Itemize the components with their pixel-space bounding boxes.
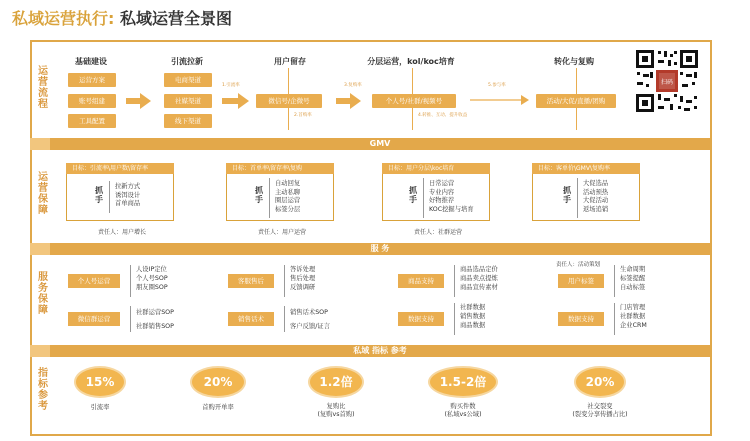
svc-items-8 [620, 303, 647, 330]
flow-arrow-1 [126, 92, 152, 110]
svc-item: 客户反馈/证言 [290, 323, 330, 330]
label-ops-guarantee: 运 营 保 障 [38, 172, 48, 216]
metric-label-2: 首购开单率 [202, 404, 234, 411]
goal-zhua-1: 抓 手 [95, 186, 103, 204]
metric-label-4 [428, 403, 498, 419]
goal-item: 大促活动 [583, 197, 609, 204]
svc-item: 社群数据 [460, 304, 486, 311]
goal-item: KOC挖掘与培育 [429, 205, 474, 213]
flow-btn-ops-plan[interactable]: 运营方案 [68, 73, 116, 87]
svc-item: 门店管理 [620, 304, 646, 311]
svc-item: 社群数据 [620, 313, 646, 320]
flow-note-2: 2.首购率 [294, 113, 312, 118]
svc-item: 标签提醒 [620, 275, 646, 282]
flow-head-1: 基础建设 [75, 57, 107, 66]
goal-item: 专业内容 [429, 188, 455, 196]
metric-label-5-text: 社交裂变 (裂变分享传播占比) [572, 403, 628, 418]
svc-item: 个人号SOP [136, 275, 168, 282]
svc-bracket-7 [454, 303, 455, 335]
goal-owner-1: 责任人：用户增长 [98, 229, 147, 236]
svc-item: 生命周期 [620, 266, 646, 273]
svc-bracket-3 [454, 265, 455, 297]
flow-note-4: 4.转推、互动、提升收益 [418, 113, 468, 118]
svc-item: 人设IP定位 [136, 266, 167, 273]
svc-btn-user-tags[interactable]: 用户标签 [558, 274, 604, 288]
goal-item: 自动回复 [275, 180, 301, 187]
svc-items-2 [290, 265, 315, 292]
svc-items-3 [460, 265, 498, 292]
sep-1 [30, 138, 50, 150]
svc-items-4 [620, 265, 645, 292]
goal-items-1 [115, 183, 140, 209]
flow-vline-5b [576, 108, 577, 130]
flow-head-4: 分层运营，kol/koc培育 [367, 57, 455, 66]
goal-items-4 [583, 180, 608, 214]
flow-btn-campaign-live-group[interactable]: 活动/大促/直播/团购 [536, 94, 616, 108]
flow-note-3: 3.复购率 [344, 83, 362, 88]
goal-item: 诱饵设计 [115, 191, 141, 199]
metric-ellipse-5: 20% [574, 366, 626, 398]
flow-btn-ecom-channel[interactable]: 电商渠道 [164, 73, 212, 87]
goal-head-3: 目标：用户分层\koc培育 [382, 163, 490, 174]
goal-item: 标签分层 [275, 205, 301, 213]
goal-item: 主动私聊 [275, 188, 301, 196]
svc-item: 反馈调研 [290, 284, 316, 291]
svc-items-6 [290, 306, 330, 334]
metric-label-5 [560, 403, 640, 419]
svc-item: 售后处理 [290, 275, 316, 282]
flow-vline-4a [412, 68, 413, 94]
flow-arrow-3 [336, 92, 362, 110]
goal-item: 好物推荐 [429, 197, 455, 204]
goal-item: 首单商品 [115, 200, 141, 207]
flow-vline-3b [288, 108, 289, 130]
flow-vline-3a [288, 68, 289, 94]
flow-head-3: 用户留存 [274, 57, 306, 66]
svc-item: 销售数据 [460, 313, 486, 320]
band-metrics: 私域 指标 参考 [50, 345, 710, 357]
svc-bracket-2 [284, 265, 285, 297]
svc-item: 自动标签 [620, 284, 646, 291]
qr-code [634, 48, 700, 114]
svc-items-5 [136, 306, 174, 334]
svc-btn-customer-service[interactable]: 客服售后 [228, 274, 274, 288]
flow-btn-wechat[interactable]: 微信号/企微号 [256, 94, 322, 108]
metric-label-4-text: 购买件数 (私域vs公域) [444, 403, 482, 418]
svc-btn-data-support-2[interactable]: 数据支持 [558, 312, 604, 326]
flow-head-5: 转化与复购 [554, 57, 594, 66]
goal-zhua-4: 抓 手 [563, 186, 571, 204]
svc-item: 商品选品定价 [460, 266, 498, 273]
goal-bracket-2 [269, 178, 270, 218]
svc-items-7 [460, 303, 485, 330]
goal-head-4: 目标：客单价\GMV\复购率 [532, 163, 640, 174]
flow-arrow-4 [470, 94, 530, 106]
goal-items-3 [429, 180, 474, 214]
goal-head-2: 目标：首单率\留存率\复购 [226, 163, 334, 174]
flow-vline-5a [576, 68, 577, 94]
goal-owner-2: 责任人：用户运营 [258, 229, 307, 236]
metric-ellipse-4: 1.5-2倍 [428, 366, 498, 398]
sep-3 [30, 345, 50, 357]
flow-btn-personal-community-video[interactable]: 个人号/社群/视频号 [372, 94, 456, 108]
svc-item: 社群销售SOP [136, 323, 174, 330]
flow-btn-tool-config[interactable]: 工具配置 [68, 114, 116, 128]
metric-ellipse-1: 15% [74, 366, 126, 398]
svc-bracket-5 [130, 306, 131, 332]
svc-note-4: 责任人：活动策划 [556, 262, 601, 268]
label-service-guarantee: 服 务 保 障 [38, 272, 48, 316]
svc-btn-data-support-1[interactable]: 数据支持 [398, 312, 444, 326]
label-metrics-ref: 指 标 参 考 [38, 368, 48, 412]
flow-btn-account-setup[interactable]: 账号组建 [68, 94, 116, 108]
svc-item: 社群运营SOP [136, 309, 174, 316]
label-ops-flow: 运 营 流 程 [38, 66, 48, 110]
goal-item: 圈层运营 [275, 197, 301, 204]
goal-item: 活动预热 [583, 188, 609, 196]
flow-arrow-2 [222, 92, 250, 110]
sep-2 [30, 243, 50, 255]
svc-bracket-1 [130, 265, 131, 297]
goal-zhua-2: 抓 手 [255, 186, 263, 204]
goal-bracket-3 [423, 178, 424, 218]
svc-item: 销售话术SOP [290, 309, 328, 316]
flow-head-2: 引流拉新 [171, 57, 203, 66]
goal-bracket-4 [577, 178, 578, 218]
qr-center-label: 扫码 [660, 79, 673, 86]
goal-zhua-3: 抓 手 [409, 186, 417, 204]
svc-item: 答诉处理 [290, 266, 316, 273]
svc-item: 商品卖点提炼 [460, 275, 498, 282]
svc-btn-personal-account[interactable]: 个人号运营 [68, 274, 120, 288]
title-main: 私域运营全景图 [119, 9, 232, 28]
page-title [12, 6, 232, 29]
metric-ellipse-2: 20% [190, 366, 246, 398]
flow-vline-4b [412, 108, 413, 130]
band-gmv: GMV [50, 138, 710, 150]
flow-btn-social-channel[interactable]: 社媒渠道 [164, 94, 212, 108]
svc-item: 商品数据 [460, 322, 486, 329]
goal-owner-3: 责任人：社群运营 [414, 229, 463, 236]
goal-items-2 [275, 180, 300, 214]
goal-item: 日常运营 [429, 180, 455, 187]
metric-ellipse-3: 1.2倍 [308, 366, 364, 398]
svc-bracket-8 [614, 303, 615, 335]
goal-item: 返场追销 [583, 205, 609, 213]
metric-label-3-text: 复购比 (复购vs首购) [317, 403, 355, 418]
svc-items-1 [136, 265, 168, 292]
flow-note-5: 5.参与率 [488, 83, 506, 88]
flow-note-1: 1.引流率 [222, 83, 240, 88]
title-prefix: 私域运营执行: [12, 9, 115, 28]
svc-bracket-4 [614, 265, 615, 297]
svc-btn-wechat-group[interactable]: 微信群运营 [68, 312, 120, 326]
metric-label-1: 引流率 [90, 404, 110, 411]
flow-btn-offline-channel[interactable]: 线下渠道 [164, 114, 212, 128]
metric-label-3 [302, 403, 370, 419]
goal-item: 拉新方式 [115, 183, 141, 190]
svc-btn-sales-script[interactable]: 销售话术 [228, 312, 274, 326]
goal-head-1: 目标：引流率\用户数\留存率 [66, 163, 174, 174]
goal-item: 大促选品 [583, 180, 609, 187]
band-service: 服 务 [50, 243, 710, 255]
svc-item: 企业CRM [620, 322, 647, 329]
svc-item: 商品宣传素材 [460, 284, 498, 291]
svc-item: 朋友圈SOP [136, 284, 168, 291]
svc-btn-product-support[interactable]: 商品支持 [398, 274, 444, 288]
svc-bracket-6 [284, 306, 285, 332]
goal-bracket-1 [109, 181, 110, 213]
